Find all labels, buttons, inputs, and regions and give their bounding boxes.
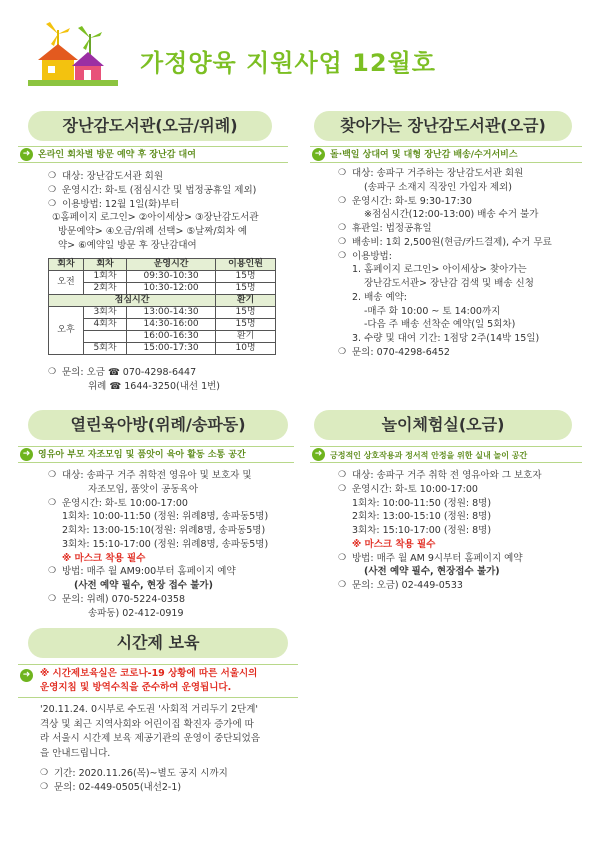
play-method-note: (사전 예약 필수, 현장접수 불가)	[364, 566, 500, 578]
pm-label: 오후	[49, 307, 84, 355]
arrow-right-icon: ➜	[20, 148, 33, 161]
visit-step1: 1. 홈페이지 로그인> 아이세상> 찾아가는	[352, 264, 527, 276]
table-cell: 13:00-14:30	[127, 307, 216, 319]
table-cell: 15명	[216, 307, 276, 319]
hourly-para-2: 격상 및 최근 지역사회와 어린이집 확진자 증가에 따	[40, 718, 254, 730]
table-row-lunch	[49, 295, 276, 307]
hourly-care-heading: 시간제 보육	[28, 628, 288, 658]
toy-library-hours: ❍ 운영시간: 화-토 (점심시간 및 법정공휴일 제외)	[48, 184, 298, 198]
visit-method: ❍ 이용방법:	[338, 250, 582, 264]
open-target-2: 자조모임, 품앗이 공동육아	[88, 483, 199, 495]
play-room-bar-text: 긍정적인 상호작용과 정서적 안정을 위한 실내 놀이 공간	[330, 451, 528, 460]
toy-library-step1: ①홈페이지 로그인> ②아이세상> ③장난감도서관	[52, 212, 259, 224]
table-row	[49, 343, 276, 355]
hourly-care-details	[40, 767, 296, 795]
table-row	[49, 283, 276, 295]
visit-fee: ❍ 배송비: 1회 2,500원(현금/카드결제), 수거 무료	[338, 236, 582, 250]
table-row	[49, 307, 276, 319]
visit-target: ❍ 대상: 송파구 거주하는 장난감도서관 회원	[338, 167, 582, 181]
toy-library-method: ❍ 이용방법: 12월 1일(화)부터	[48, 198, 298, 212]
table-cell: 09:30-10:30	[127, 271, 216, 283]
hourly-para-1: '20.11.24. 0시부로 수도권 '사회적 거리두기 2단계'	[40, 704, 259, 715]
open-target: ❍ 대상: 송파구 거주 취학전 영유아 및 보호자 및	[48, 469, 298, 483]
arrow-right-icon: ➜	[20, 669, 33, 682]
open-method-note: (사전 예약 필수, 현장 접수 불가)	[74, 580, 213, 592]
visit-closed: ❍ 휴관일: 법정공휴일	[338, 222, 582, 236]
visit-step2: 2. 배송 예약:	[352, 291, 408, 303]
page-header	[22, 20, 582, 90]
play-room-bar	[310, 446, 582, 463]
open-hours: ❍ 운영시간: 화-토 10:00-17:00	[48, 497, 298, 511]
visit-target-note: (송파구 소재지 직장인 가입자 제외)	[364, 181, 512, 193]
toy-library-contact	[48, 366, 298, 394]
table-cell: 3회차	[83, 307, 126, 319]
hourly-notice-line1: ※ 시간제보육실은 코로나-19 상황에 따른 서울시의	[40, 668, 258, 679]
am-label: 오전	[49, 271, 84, 295]
visit-hours: ❍ 운영시간: 화-토 9:30-17:30	[338, 195, 582, 209]
arrow-right-icon: ➜	[312, 448, 325, 461]
table-row	[49, 331, 276, 343]
th-hours: 운영시간	[127, 259, 216, 271]
visit-lunch-note: ※점심시간(12:00-13:00) 배송 수거 불가	[364, 209, 539, 221]
table-row	[49, 271, 276, 283]
schedule-table	[48, 258, 276, 355]
play-hours: ❍ 운영시간: 화-토 10:00-17:00	[338, 483, 582, 497]
contact-ogeum: ❍ 문의: 오금 ☎ 070-4298-6447	[48, 366, 298, 380]
table-cell: 15명	[216, 319, 276, 331]
play-round2: 2회차: 13:00-15:10 (정원: 8명)	[352, 511, 492, 523]
visiting-library-details	[338, 167, 582, 360]
lunch-ventilation: 환기	[216, 295, 276, 307]
table-cell: 1회차	[83, 271, 126, 283]
table-cell: 10명	[216, 343, 276, 355]
visiting-library-bar	[310, 146, 582, 163]
play-mask-notice: ※ 마스크 착용 필수	[352, 538, 436, 550]
table-cell	[83, 331, 126, 343]
hourly-care-notice	[18, 664, 298, 698]
hourly-para-3: 라 서울시 시간제 보육 제공기관의 운영이 중단되었음	[40, 733, 261, 745]
open-contact-songpa: 송파동) 02-412-0919	[88, 607, 184, 619]
arrow-right-icon: ➜	[20, 448, 33, 461]
play-round3: 3회차: 15:10-17:00 (정원: 8명)	[352, 525, 492, 537]
toy-library-step2: 방문예약> ④오금/위례 선택> ⑤날짜/회차 예	[58, 226, 248, 238]
house-windmill-logo	[28, 20, 118, 86]
visit-contact: ❍ 문의: 070-4298-6452	[338, 346, 582, 360]
visit-step2a: -매주 화 10:00 ~ 토 14:00까지	[364, 305, 501, 317]
hourly-notice-line2: 운영지침 및 방역수칙을 준수하여 운영됩니다.	[40, 681, 232, 693]
play-target: ❍ 대상: 송파구 거주 취학 전 영유아와 그 보호자	[338, 469, 582, 483]
toy-library-bar-text: 온라인 회차별 방문 예약 후 장난감 대여	[38, 150, 196, 160]
table-cell: 16:00-16:30	[127, 331, 216, 343]
open-round3: 3회차: 15:10-17:00 (정원: 위례8명, 송파동5명)	[62, 538, 269, 550]
open-parenting-heading: 열린육아방(위례/송파동)	[28, 410, 288, 440]
arrow-right-icon: ➜	[312, 148, 325, 161]
hourly-para-4: 을 안내드립니다.	[40, 748, 111, 760]
table-cell: 환기	[216, 331, 276, 343]
open-round2: 2회차: 13:00-15:10(정원: 위례8명, 송파동5명)	[62, 525, 266, 537]
table-cell: 15명	[216, 271, 276, 283]
play-room-details	[338, 469, 582, 593]
play-round1: 1회차: 10:00-11:50 (정원: 8명)	[352, 497, 492, 509]
toy-library-details	[48, 170, 298, 253]
play-method: ❍ 방법: 매주 월 AM 9시부터 홈페이지 예약	[338, 552, 582, 566]
toy-library-heading: 장난감도서관(오금/위례)	[28, 111, 272, 141]
table-header-row	[49, 259, 276, 271]
play-contact: ❍ 문의: 오금) 02-449-0533	[338, 579, 582, 593]
open-round1: 1회차: 10:00-11:50 (정원: 위례8명, 송파동5명)	[62, 511, 269, 523]
contact-wirye: 위례 ☎ 1644-3250(내선 1번)	[88, 380, 221, 392]
hourly-period: ❍ 기간: 2020.11.26(목)~별도 공지 시까지	[40, 767, 296, 781]
th-round: 회차	[83, 259, 126, 271]
page-title: 가정양육 지원사업 12월호	[140, 49, 436, 77]
toy-library-bar	[18, 146, 288, 163]
open-parenting-bar	[18, 446, 294, 463]
open-parenting-bar-text: 영유아 부모 자조모임 및 품앗이 육아 활동 소통 공간	[38, 450, 246, 460]
table-cell: 2회차	[83, 283, 126, 295]
open-mask-notice: ※ 마스크 착용 필수	[62, 552, 146, 564]
visiting-library-heading: 찾아가는 장난감도서관(오금)	[314, 111, 572, 141]
table-cell: 14:30-16:00	[127, 319, 216, 331]
visit-step3: 3. 수량 및 대여 기간: 1점당 2주(14박 15일)	[352, 333, 540, 345]
hourly-care-paragraph	[40, 703, 296, 762]
open-method: ❍ 방법: 매주 월 AM9:00부터 홈페이지 예약	[48, 565, 298, 579]
hourly-contact: ❍ 문의: 02-449-0505(내선2-1)	[40, 781, 296, 795]
open-contact-wirye: ❍ 문의: 위례) 070-5224-0358	[48, 593, 298, 607]
visit-step1b: 장난감도서관> 장난감 검색 및 배송 신청	[364, 278, 534, 290]
th-capacity: 이용인원	[216, 259, 276, 271]
toy-library-target: ❍ 대상: 장난감도서관 회원	[48, 170, 298, 184]
table-row	[49, 319, 276, 331]
open-parenting-details	[48, 469, 298, 620]
table-cell: 4회차	[83, 319, 126, 331]
toy-library-step3: 약> ⑥예약일 방문 후 장난감대여	[58, 239, 197, 251]
visit-step2b: -다음 주 배송 선착순 예약(일 5회차)	[364, 319, 516, 331]
table-cell: 5회차	[83, 343, 126, 355]
visiting-library-bar-text: 돌·백일 상대여 및 대형 장난감 배송/수거서비스	[330, 150, 518, 160]
table-cell: 15명	[216, 283, 276, 295]
play-room-heading: 놀이체험실(오금)	[314, 410, 572, 440]
th-session: 회차	[49, 259, 84, 271]
table-cell: 15:00-17:30	[127, 343, 216, 355]
lunch-label: 점심시간	[49, 295, 216, 307]
table-cell: 10:30-12:00	[127, 283, 216, 295]
